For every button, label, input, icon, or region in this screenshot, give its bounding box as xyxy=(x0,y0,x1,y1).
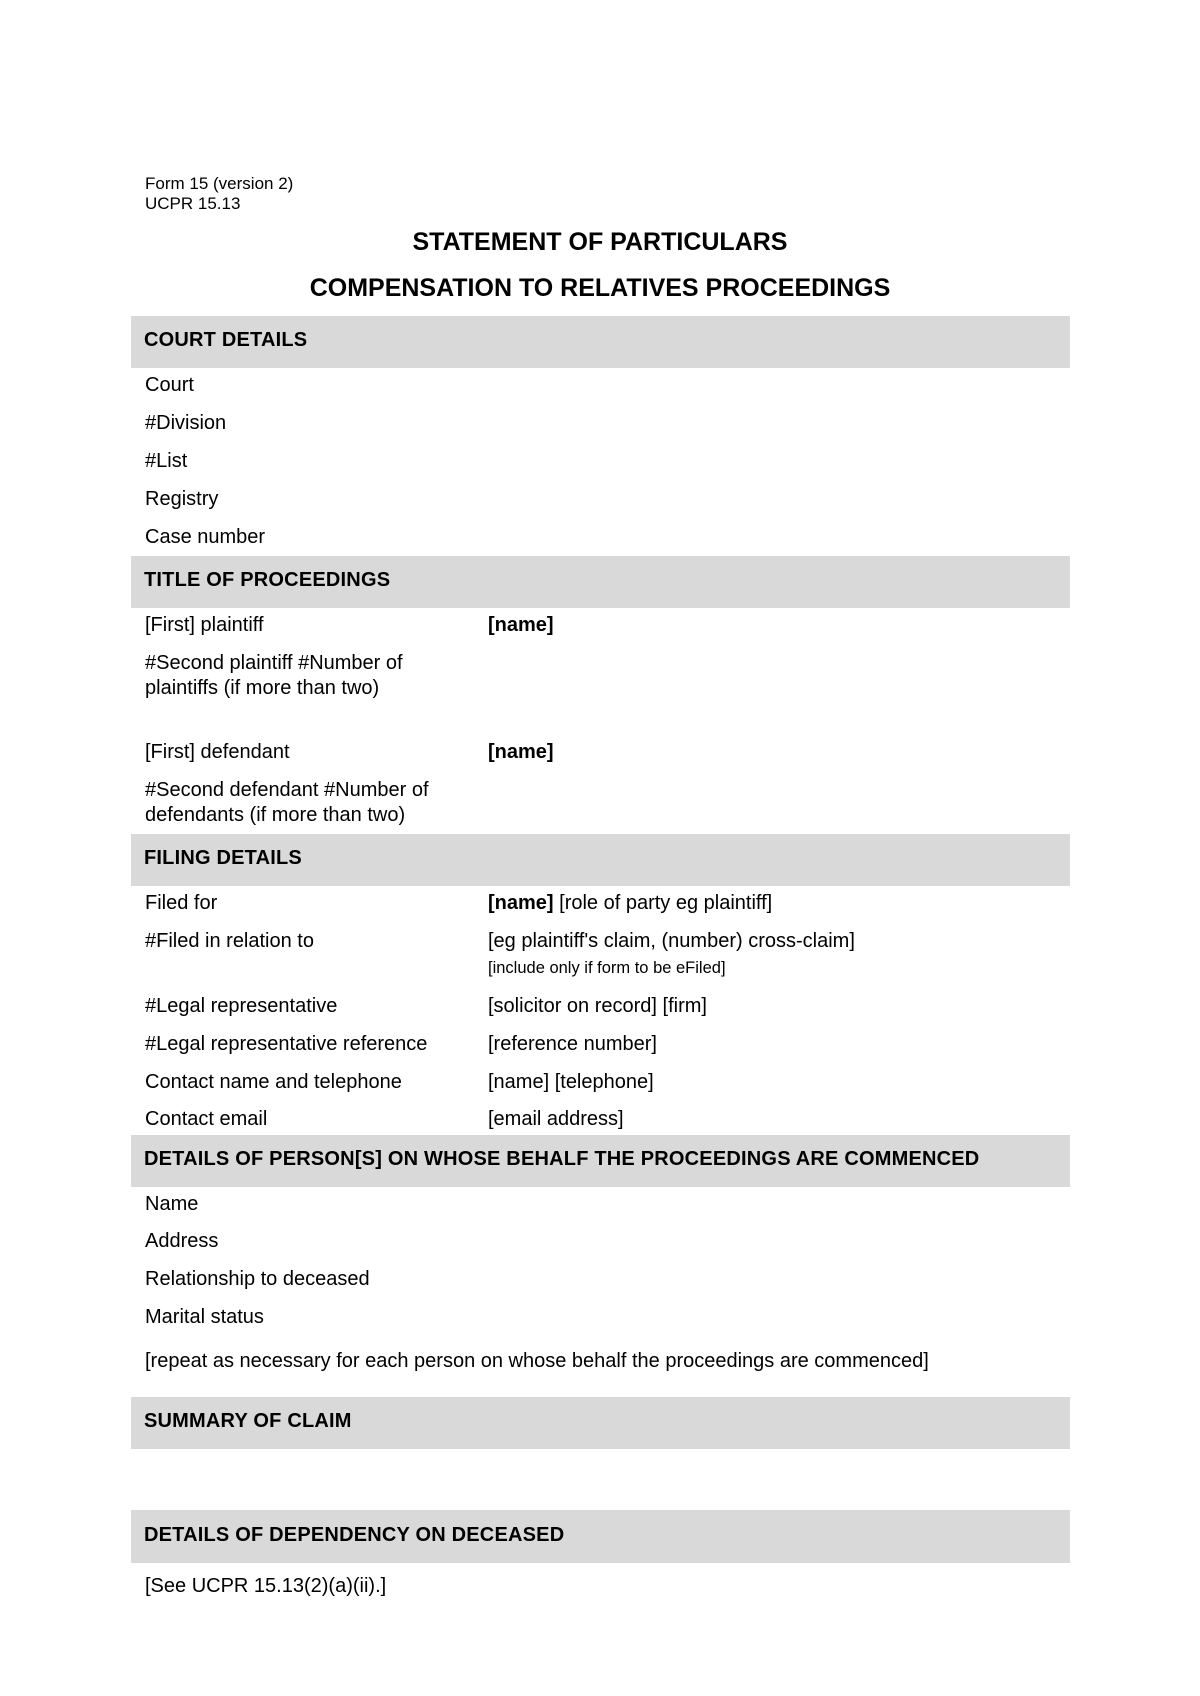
field-label-list: #List xyxy=(145,450,188,472)
field-label-legal-representative: #Legal representative xyxy=(145,995,338,1017)
field-value-contact-email: [email address] xyxy=(488,1108,624,1130)
field-label-division: #Division xyxy=(145,412,227,434)
field-label-first-plaintiff: [First] plaintiff xyxy=(145,614,264,636)
section-header-persons xyxy=(131,1135,1070,1187)
section-header-filing-details xyxy=(131,834,1070,886)
field-label-name: Name xyxy=(145,1193,199,1215)
section-heading: COURT DETAILS xyxy=(144,329,308,351)
field-value-legal-representative: [solicitor on record] [firm] xyxy=(488,995,707,1017)
field-label-contact-email: Contact email xyxy=(145,1108,268,1130)
rule-reference: UCPR 15.13 xyxy=(145,194,241,213)
document-subtitle: COMPENSATION TO RELATIVES PROCEEDINGS xyxy=(309,274,891,302)
field-label-relationship: Relationship to deceased xyxy=(145,1268,370,1290)
field-label-second-plaintiff-cont: plaintiffs (if more than two) xyxy=(145,677,380,699)
section-heading: DETAILS OF DEPENDENCY ON DECEASED xyxy=(144,1524,565,1546)
section-heading: FILING DETAILS xyxy=(144,847,302,869)
section-header-summary-of-claim xyxy=(131,1397,1070,1449)
field-value-first-defendant: [name] xyxy=(488,741,554,763)
repeat-note: [repeat as necessary for each person on whose behalf the proceedings are commenced] xyxy=(145,1350,929,1372)
field-value-filed-in-relation: [eg plaintiff's claim, (number) cross-claim] xyxy=(488,930,855,952)
efile-note: [include only if form to be eFiled] xyxy=(488,959,726,977)
field-value-filed-for xyxy=(488,891,772,916)
field-value-contact-name: [name] [telephone] xyxy=(488,1071,654,1093)
field-value-legal-rep-reference: [reference number] xyxy=(488,1033,657,1055)
field-label-second-defendant: #Second defendant #Number of xyxy=(145,779,429,801)
field-label-registry: Registry xyxy=(145,488,219,510)
field-label-second-defendant-cont: defendants (if more than two) xyxy=(145,804,406,826)
field-label-marital-status: Marital status xyxy=(145,1306,264,1328)
dependency-reference: [See UCPR 15.13(2)(a)(ii).] xyxy=(145,1575,387,1597)
section-header-court-details xyxy=(131,316,1070,368)
field-label-court: Court xyxy=(145,374,194,396)
field-label-filed-for: Filed for xyxy=(145,892,218,914)
field-label-case-number: Case number xyxy=(145,526,266,548)
section-header-title-of-proceedings xyxy=(131,556,1070,608)
section-heading: TITLE OF PROCEEDINGS xyxy=(144,569,391,591)
section-heading: SUMMARY OF CLAIM xyxy=(144,1410,352,1432)
field-label-address: Address xyxy=(145,1230,219,1252)
field-label-second-plaintiff: #Second plaintiff #Number of xyxy=(145,652,403,674)
field-label-contact-name: Contact name and telephone xyxy=(145,1071,402,1093)
field-label-filed-in-relation: #Filed in relation to xyxy=(145,930,314,952)
field-value-first-plaintiff: [name] xyxy=(488,614,554,636)
filed-for-name: [name] xyxy=(488,892,554,914)
section-heading: DETAILS OF PERSON[S] ON WHOSE BEHALF THE PROCEEDINGS ARE COMMENCED xyxy=(144,1148,980,1170)
section-header-dependency xyxy=(131,1510,1070,1563)
filed-for-role: [role of party eg plaintiff] xyxy=(553,892,773,914)
field-label-first-defendant: [First] defendant xyxy=(145,741,290,763)
document-title: STATEMENT OF PARTICULARS xyxy=(412,228,788,256)
field-label-legal-rep-reference: #Legal representative reference xyxy=(145,1033,428,1055)
form-number: Form 15 (version 2) xyxy=(145,174,294,193)
